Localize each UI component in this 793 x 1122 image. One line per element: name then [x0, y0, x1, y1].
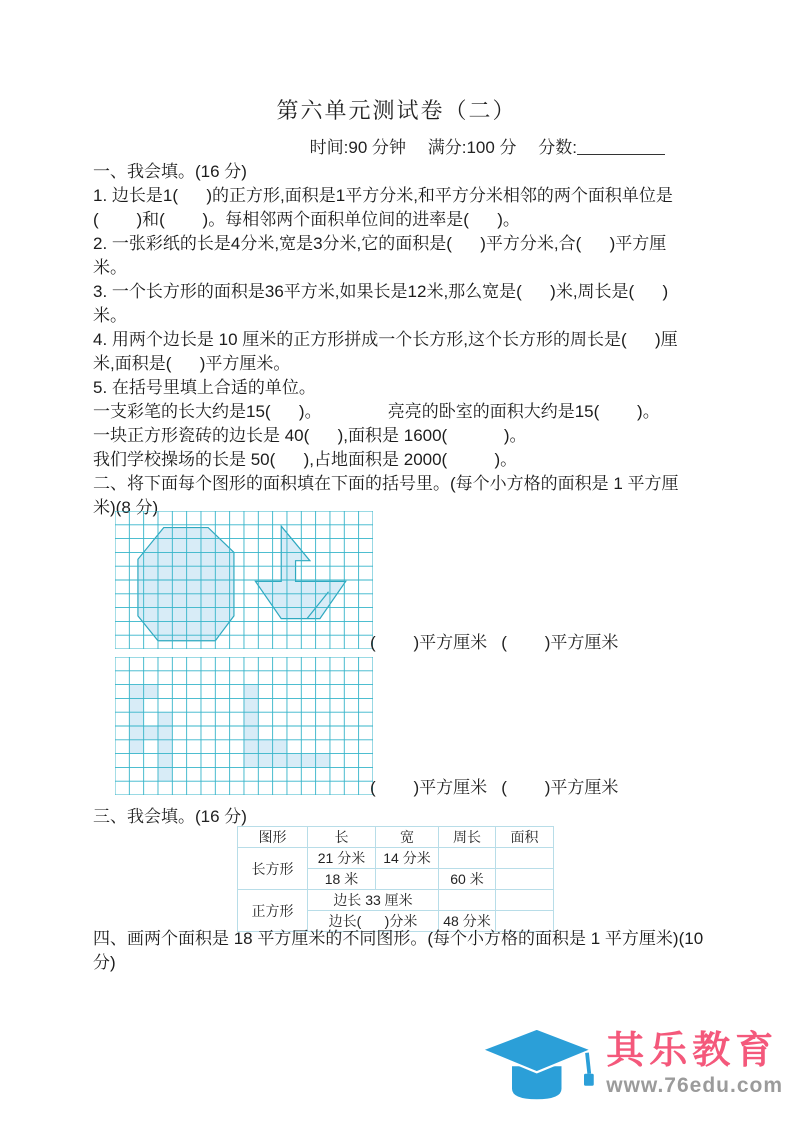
graduation-cap-icon — [476, 1018, 596, 1110]
table-row — [238, 848, 554, 869]
table-cell: 正方形 — [238, 890, 308, 932]
text-line: 5. 在括号里填上合适的单位。 — [93, 378, 316, 397]
table-cell — [496, 890, 554, 911]
section-four-text — [93, 927, 713, 975]
text-line: 一支彩笔的长大约是15( )。 亮亮的卧室的面积大约是15( )。 — [93, 402, 660, 421]
table-header-cell: 宽 — [376, 827, 439, 848]
exam-info-line — [93, 133, 665, 158]
grid-2-answer-caption: ( )平方厘米 ( )平方厘米 — [370, 778, 619, 797]
table-cell: 60 米 — [439, 869, 496, 890]
table-cell — [496, 848, 554, 869]
grid-2-figure — [115, 657, 373, 795]
table-cell: 21 分米 — [308, 848, 376, 869]
section-three-heading: 三、我会填。(16 分) — [93, 807, 247, 826]
brand-url: www.76edu.com — [606, 1074, 783, 1098]
table-row — [238, 890, 554, 911]
score-blank-underline — [577, 153, 665, 155]
text-line: 米。 — [93, 258, 127, 277]
text-line: 二、将下面每个图形的面积填在下面的括号里。(每个小方格的面积是 1 平方厘 — [93, 474, 679, 493]
grid-1-answer-caption: ( )平方厘米 ( )平方厘米 — [370, 633, 619, 652]
text-line: 分) — [93, 953, 116, 972]
section-one-two-text — [93, 160, 713, 520]
brand-name: 其乐教育 — [606, 1029, 779, 1072]
text-line: 米)(8 分) — [93, 498, 159, 517]
text-line: 1. 边长是1( )的正方形,面积是1平方分米,和平方分米相邻的两个面积单位是 — [93, 186, 673, 205]
table-cell — [439, 848, 496, 869]
table-cell — [376, 869, 439, 890]
page-title: 第六单元测试卷（二） — [276, 98, 517, 123]
text-line: 米,面积是( )平方厘米。 — [93, 354, 291, 373]
text-line: 一块正方形瓷砖的边长是 40( ),面积是 1600( )。 — [93, 426, 527, 445]
table-cell: 长方形 — [238, 848, 308, 890]
grid-1-figure — [115, 511, 373, 649]
publisher-logo — [476, 1018, 783, 1110]
table-header-cell: 图形 — [238, 827, 308, 848]
table-cell: 14 分米 — [376, 848, 439, 869]
text-line: 一、我会填。(16 分) — [93, 162, 247, 181]
table-cell: 边长( )分米 — [308, 911, 439, 932]
table-cell — [439, 890, 496, 911]
table-header-cell: 周长 — [439, 827, 496, 848]
table-cell: 18 米 — [308, 869, 376, 890]
table-header-cell: 面积 — [496, 827, 554, 848]
table-cell: 48 分米 — [439, 911, 496, 932]
text-line: 4. 用两个边长是 10 厘米的正方形拼成一个长方形,这个长方形的周长是( )厘 — [93, 330, 678, 349]
table-header-cell: 长 — [308, 827, 376, 848]
table-cell: 边长 33 厘米 — [308, 890, 439, 911]
text-line: ( )和( )。每相邻两个面积单位间的进率是( )。 — [93, 210, 520, 229]
text-line: 米。 — [93, 306, 127, 325]
area-grid-1 — [115, 511, 373, 654]
dimensions-table — [237, 826, 554, 932]
text-line: 3. 一个长方形的面积是36平方米,如果长是12米,那么宽是( )米,周长是( ) — [93, 282, 669, 301]
area-grid-2 — [115, 657, 373, 800]
table-cell — [496, 869, 554, 890]
text-line: 四、画两个面积是 18 平方厘米的不同图形。(每个小方格的面积是 1 平方厘米)(10 — [93, 929, 704, 948]
text-line: 我们学校操场的长是 50( ),占地面积是 2000( )。 — [93, 450, 518, 469]
text-line: 2. 一张彩纸的长是4分米,宽是3分米,它的面积是( )平方分米,合( )平方厘 — [93, 234, 667, 253]
exam-info-label: 时间:90 分钟 满分:100 分 分数: — [309, 138, 577, 157]
